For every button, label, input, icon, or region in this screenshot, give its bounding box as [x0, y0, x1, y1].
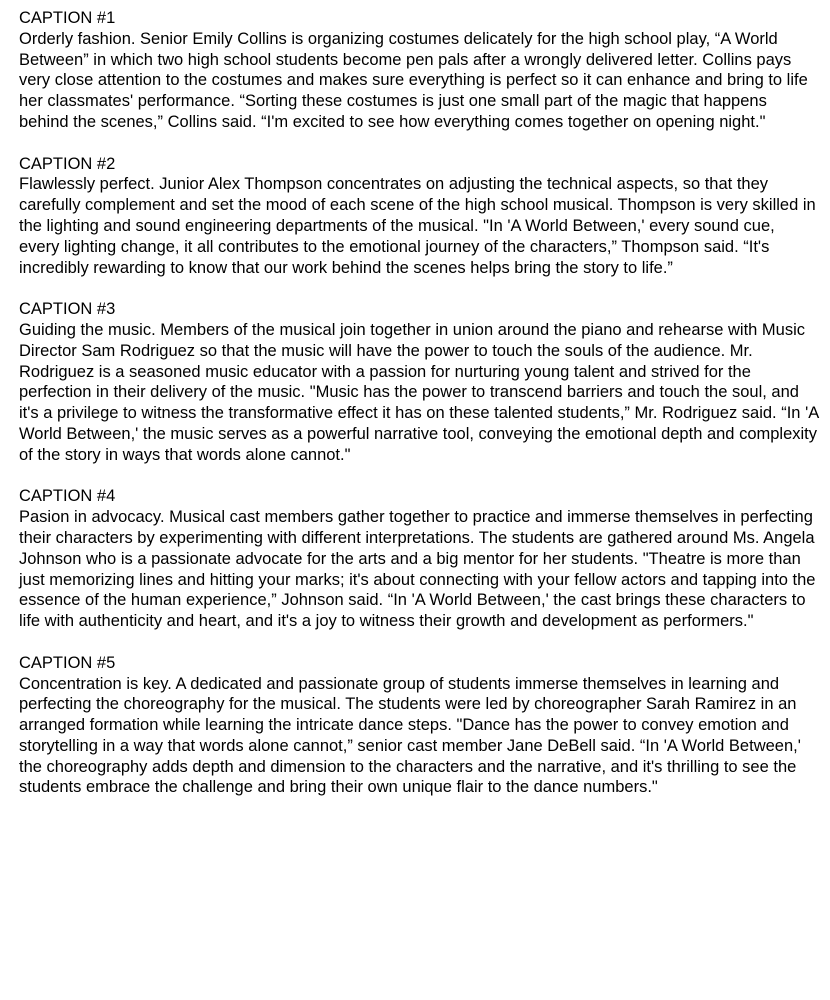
caption-block-2	[19, 154, 819, 279]
caption-text: Flawlessly perfect. Junior Alex Thompson concentrates on adjusting the technical aspects, so that they carefully complement and set the mood of each scene of the high school musical. Thompson is very skilled in the lighting and sound engineering departments of the musical. "In 'A World Between,' every sound cue, every lighting change, it all contributes to the emotional journey of the characters,” Thompson said. “It's incredibly rewarding to know that our work behind the scenes helps bring the story to life.”	[19, 175, 816, 277]
caption-text: Pasion in advocacy. Musical cast members gather together to practice and immerse themselves in perfecting their characters by experimenting with different interpretations. The students are gathered around Ms. Angela Johnson who is a passionate advocate for the arts and a big mentor for her students. "Theatre is more than just memorizing lines and hitting your marks; it's about connecting with your fellow actors and tapping into the essence of the human experience,” Johnson said. “In 'A World Between,' the cast brings these characters to life with authenticity and heart, and it's a joy to witness their growth and development as performers."	[19, 508, 816, 631]
caption-block-5	[19, 653, 819, 799]
caption-heading: CAPTION #5	[19, 653, 116, 672]
caption-text: Concentration is key. A dedicated and passionate group of students immerse themselves in learning and perfecting the choreography for the musical. The students were led by choreographer Sarah Ramirez in an arranged formation while learning the intricate dance steps. "Dance has the power to convey emotion and storytelling in a way that words alone cannot,” senior cast member Jane DeBell said. “In 'A World Between,' the choreography adds depth and dimension to the characters and the narrative, and it's thrilling to see the students embrace the challenge and bring their own unique flair to the dance numbers."	[19, 674, 801, 797]
caption-text: Guiding the music. Members of the musical join together in union around the piano and rehearse with Music Director Sam Rodriguez so that the music will have the power to touch the souls of the audience. Mr. Rodriguez is a seasoned music educator with a passion for nurturing young talent and strived for the perfection in their delivery of the music. "Music has the power to transcend barriers and touch the soul, and it's a privilege to witness the transformative effect it has on these talented students,” Mr. Rodriguez said. “In 'A World Between,' the music serves as a powerful narrative tool, conveying the emotional depth and complexity of the story in ways that words alone cannot."	[19, 320, 819, 464]
caption-heading: CAPTION #2	[19, 154, 116, 173]
caption-heading: CAPTION #1	[19, 9, 116, 27]
caption-text: Orderly fashion. Senior Emily Collins is organizing costumes delicately for the high school play, “A World Between” in which two high school students become pen pals after a wrongly delivered letter. Collins pays very close attention to the costumes and makes sure everything is perfect so it can enhance and bring to life her classmates' performance. “Sorting these costumes is just one small part of the magic that happens behind the scenes,” Collins said. “I'm excited to see how everything comes together on opening night."	[19, 29, 808, 131]
caption-block-4	[19, 486, 819, 632]
caption-block-1	[19, 8, 819, 133]
caption-block-3	[19, 299, 819, 465]
caption-heading: CAPTION #4	[19, 487, 116, 506]
caption-heading: CAPTION #3	[19, 300, 116, 319]
